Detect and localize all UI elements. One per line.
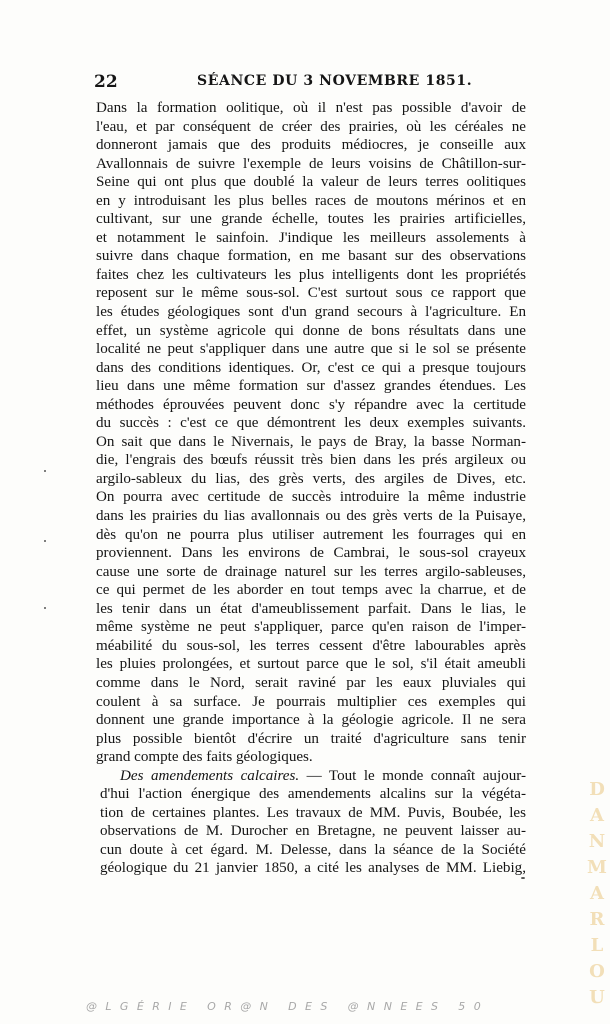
- text-line: die, l'engrais des bœufs réussit très bien dans les prés argileux ou: [96, 452, 526, 469]
- text-line: en y introduisant les plus belles races de moutons mérinos et en: [96, 192, 526, 209]
- text-line: même système ne peut s'appliquer, parce qu'en raison de l'imper-: [96, 619, 526, 636]
- text-line: reposent sur le même sous-sol. C'est surtout sous ce rapport que: [96, 285, 526, 302]
- text-line: suivre dans chaque formation, en me basant sur des observations: [96, 248, 526, 265]
- text-line: comme dans le Nord, serait raviné par les eaux pluviales qui: [96, 674, 526, 691]
- text-line: lieu dans une même formation sur d'assez grandes étendues. Les: [96, 378, 526, 395]
- page-header: [94, 72, 524, 96]
- text-line: et notamment le sainfoin. J'indique les meilleurs assolements à: [96, 229, 526, 246]
- section-title: Des amendements calcaires.: [120, 767, 300, 784]
- text-line: dans les prairies du lias avallonnais ou des grès verts de la Puisaye,: [96, 508, 526, 525]
- running-title: SÉANCE DU 3 NOVEMBRE 1851.: [197, 73, 473, 89]
- text-line: donnent une grande importance à la géologie agricole. Il ne sera: [96, 712, 526, 729]
- page-number: 22: [94, 72, 118, 92]
- text-line: proviennent. Dans les environs de Cambrai, le sous-sol crayeux: [96, 545, 526, 562]
- scan-speck: [521, 877, 525, 879]
- text-line: dans des conditions identiques. Or, c'est ce qui a presque toujours: [96, 359, 526, 376]
- text-line: l'eau, et par conséquent de créer des prairies, où les céréales ne: [96, 118, 526, 135]
- text-line: Dans la formation oolitique, où il n'est pas possible d'avoir de: [96, 100, 526, 116]
- section-first-line: [96, 767, 526, 786]
- text-line: cultivant, sur une grande échelle, toutes les prairies artificielles,: [96, 211, 526, 228]
- text-line: grand compte des faits géologiques.: [96, 749, 313, 766]
- text-line: ce qui permet de les aborder en tout temps avec la charrue, et de: [96, 582, 526, 599]
- text-line: dès qu'on ne pourra plus utiliser autrement les fourrages qui en: [96, 526, 526, 543]
- text-line: localité ne peut s'appliquer dans une autre que si le sol se présente: [96, 341, 526, 358]
- section-line: observations de M. Durocher en Bretagne, ne peuvent laisser au-: [100, 823, 526, 840]
- section-line: géologique du 21 janvier 1850, a cité les analyses de MM. Liebig,: [100, 860, 526, 877]
- text-line: Avallonnais de suivre l'exemple de leurs voisins de Châtillon-sur-: [96, 155, 526, 172]
- text-line: coulent à sa surface. Je pourrais multiplier ces exemples qui: [96, 693, 526, 710]
- scan-speck: [44, 540, 46, 542]
- section-first-line-text: — Tout le monde connaît aujour-: [299, 767, 526, 784]
- text-line: méabilité du sous-sol, les terres cessent d'être labourables après: [96, 637, 526, 654]
- text-line: donneront jamais que des produits médiocres, je conseille aux: [96, 137, 526, 154]
- scan-speck: [44, 607, 46, 609]
- text-line: plus possible bientôt d'écrire un traité d'agriculture sans tenir: [96, 730, 526, 747]
- text-line: faites chez les cultivateurs les plus intelligents dont les propriétés: [96, 266, 526, 283]
- text-line: On sait que dans le Nivernais, le pays de Bray, la basse Norman-: [96, 433, 526, 450]
- text-line: Seine qui ont plus que doublé la valeur de leurs terres oolitiques: [96, 174, 526, 191]
- text-line: les tenir dans un état d'ameublissement parfait. Dans le lias, le: [96, 600, 526, 617]
- text-line: cause une sorte de drainage naturel sur les terres argilo-sableuses,: [96, 563, 526, 580]
- vertical-watermark: DANMARLOU: [587, 779, 607, 1008]
- text-line: du succès : c'est ce que démontrent les deux exemples suivants.: [96, 415, 526, 432]
- section-line: tion de certaines plantes. Les travaux de MM. Puvis, Boubée, les: [100, 804, 526, 821]
- text-line: argilo-sableux du lias, des grès verts, des argiles de Dives, etc.: [96, 470, 526, 487]
- text-line: les pluies prolongées, et surtout parce que le sol, s'il était ameubli: [96, 656, 526, 673]
- text-line: méthodes éprouvées peuvent donc s'y répandre avec la certitude: [96, 396, 526, 413]
- text-line: les études géologiques sont d'un grand secours à l'agriculture. En: [96, 304, 526, 321]
- body-text: [96, 99, 526, 878]
- scan-speck: [44, 470, 46, 472]
- bottom-watermark: @LGÉRIE OR@N DES @NNEES 50: [86, 1000, 490, 1013]
- section-line: cun doute à cet égard. M. Delesse, dans la séance de la Société: [100, 841, 526, 858]
- text-line: On pourra avec certitude de succès introduire la même industrie: [96, 489, 526, 506]
- text-line: effet, un système agricole qui donne de bons résultats dans une: [96, 322, 526, 339]
- section-line: d'hui l'action énergique des amendements alcalins sur la végéta-: [100, 786, 526, 803]
